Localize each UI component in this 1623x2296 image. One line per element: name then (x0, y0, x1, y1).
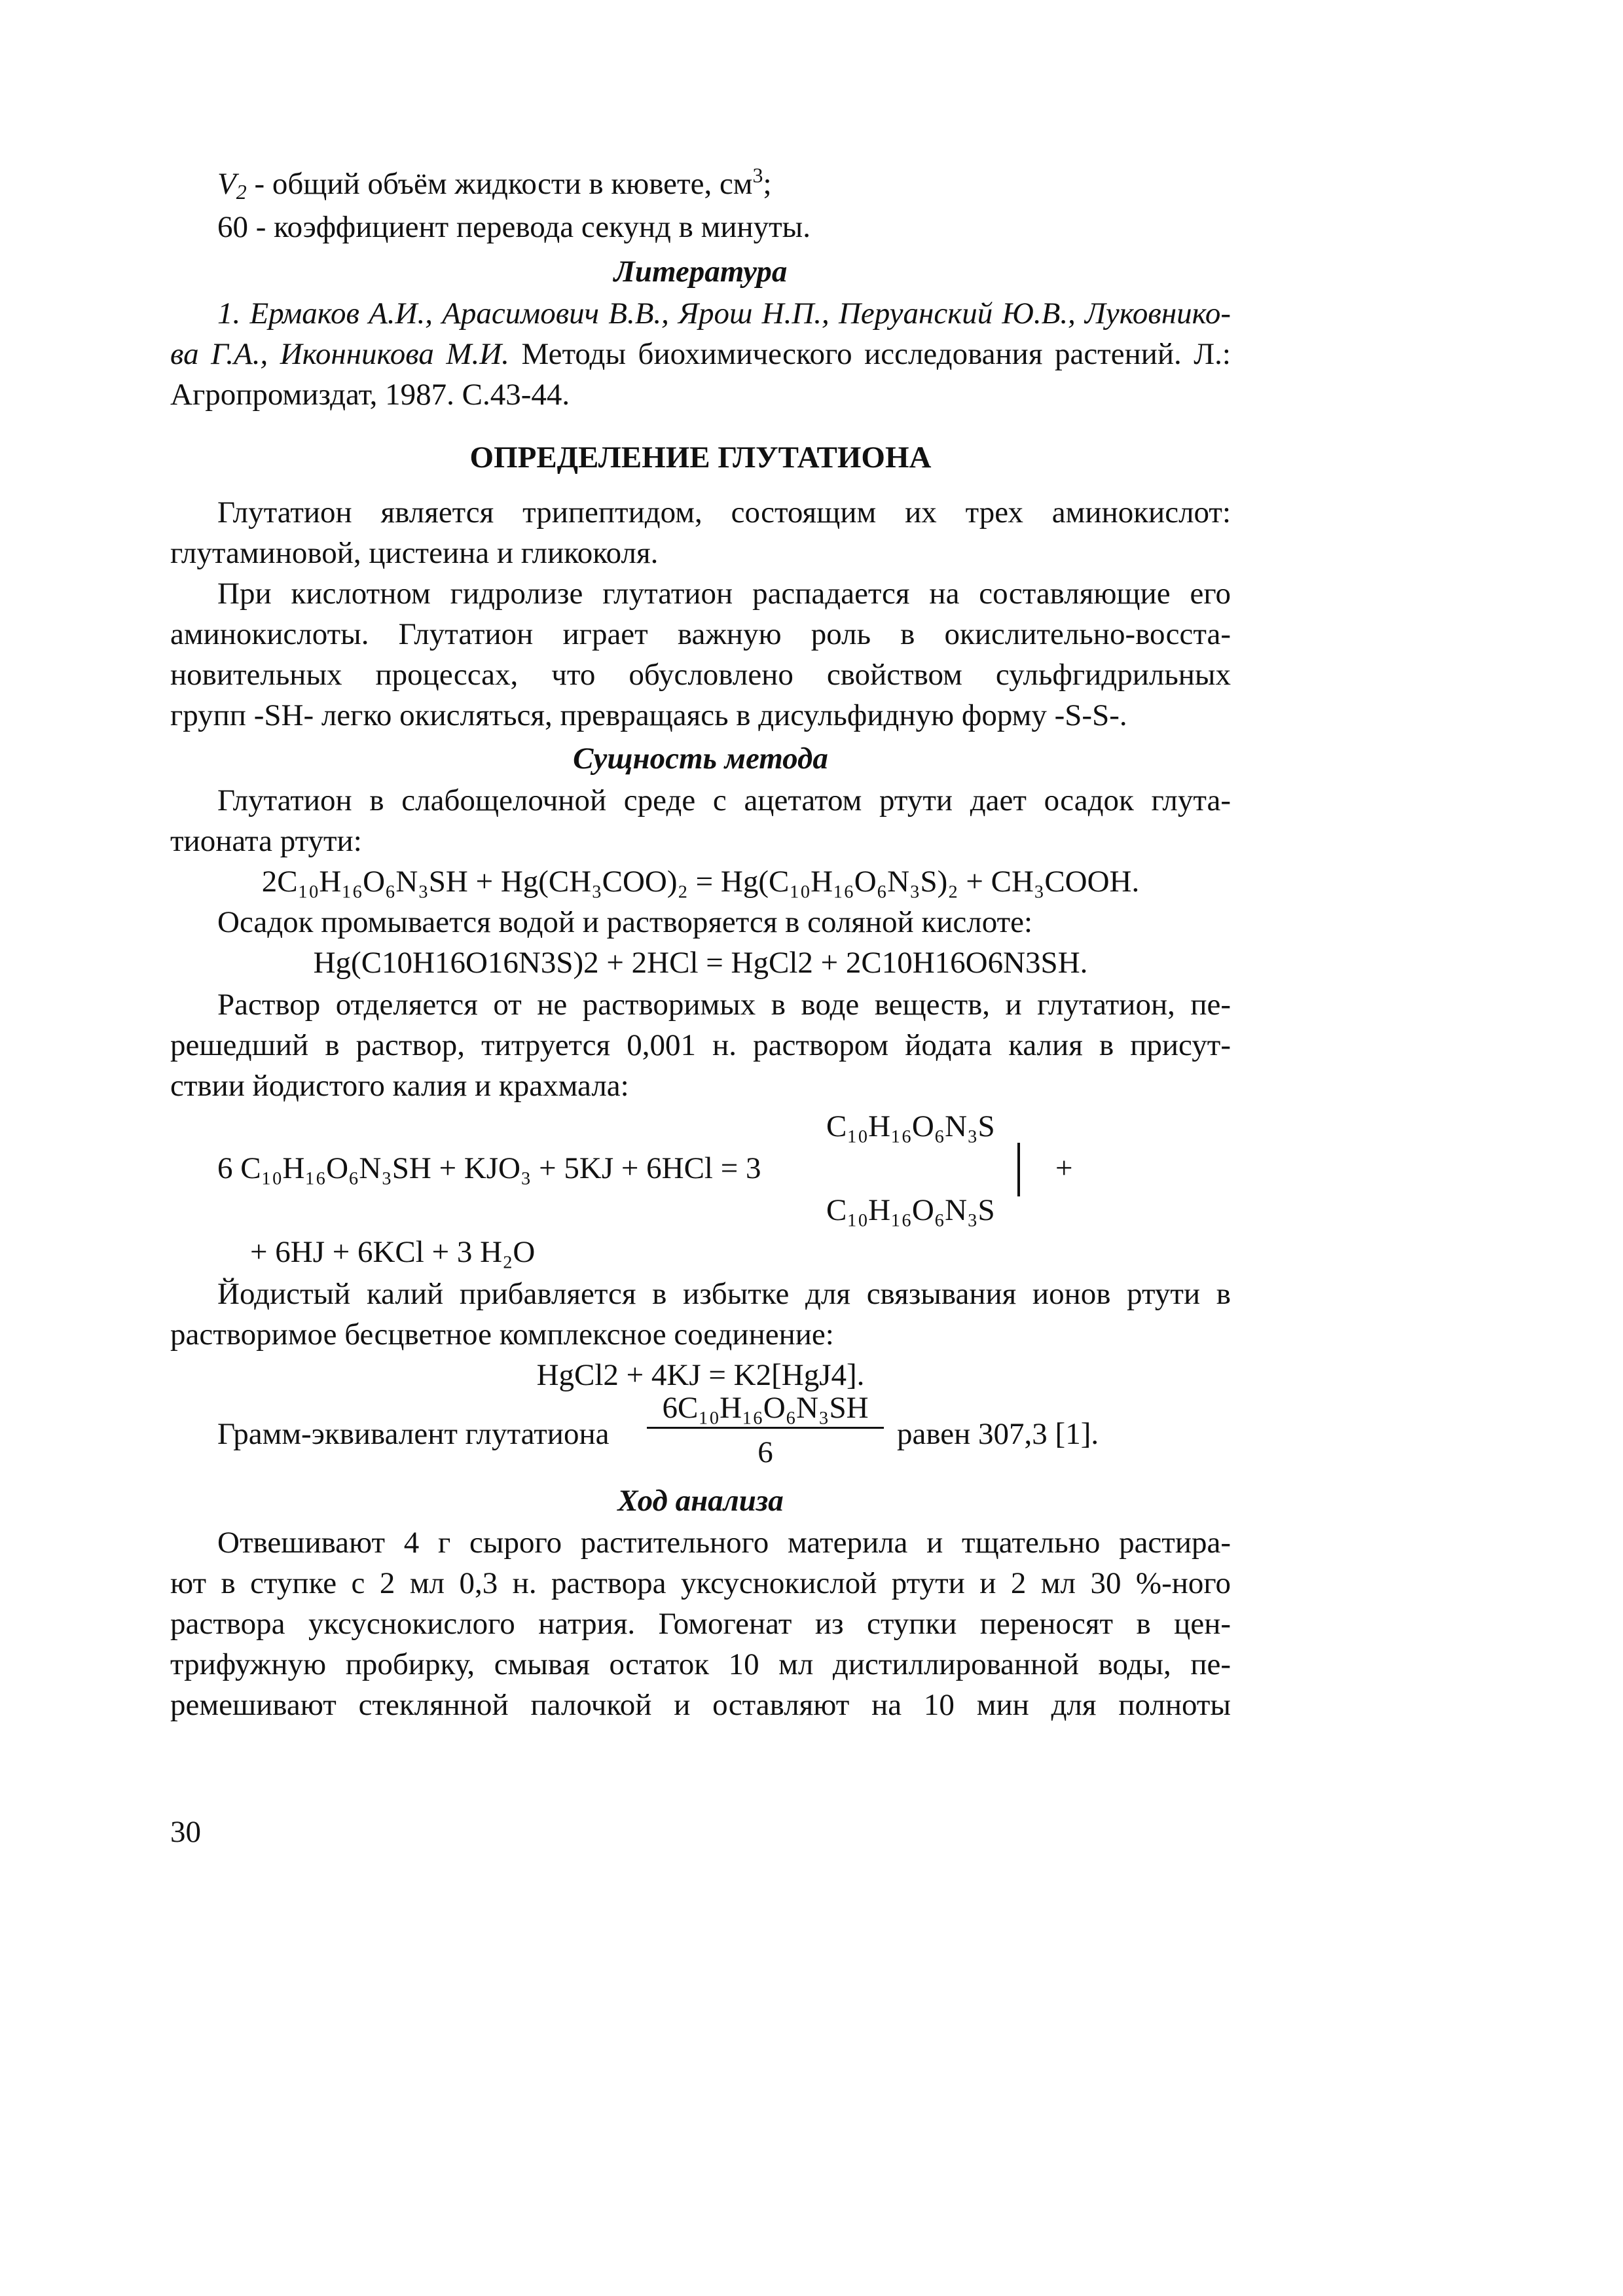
equation-3-main: 6 C₁₀H₁₆O₆N₃SH + KJO₃ + 5KJ + 6HCl = 3 (217, 1151, 761, 1185)
gram-equivalent-label: Грамм-эквивалент глутатиона (217, 1417, 610, 1451)
paragraph-line: Раствор отделяется от не растворимых в воде веществ, и глутатион, пе- (217, 988, 1231, 1022)
paragraph-line: Глутатион в слабощелочной среде с ацетатом ртути дает осадок глута- (217, 783, 1231, 817)
equation-1: 2C₁₀H₁₆O₆N₃SH + Hg(CH₃COO)₂ = Hg(C₁₀H₁₆O₆N₃S)₂ + CH₃COOH. (261, 865, 1140, 899)
fraction-bar (647, 1427, 884, 1429)
page-number: 30 (170, 1815, 201, 1849)
paragraph-line: ремешивают стеклянной палочкой и оставляют на 10 мин для полноты (170, 1688, 1231, 1722)
variable-v: V (217, 167, 236, 201)
reference-title: Методы биохимического исследования растений. Л.: (509, 337, 1231, 371)
equation-4: HgCl2 + 4KJ = K2[HgJ4]. (536, 1358, 865, 1392)
unit-superscript: 3 (752, 164, 763, 187)
paragraph-line: Осадок промывается водой и растворяется в соляной кислоте: (217, 905, 1033, 939)
paragraph-line: ют в ступке с 2 мл 0,3 н. раствора уксуснокислой ртути и 2 мл 30 %-ного (170, 1566, 1231, 1600)
fraction-numerator: 6C₁₀H₁₆O₆N₃SH (662, 1391, 869, 1425)
paragraph-line: аминокислоты. Глутатион играет важную роль в окислительно-восста- (170, 617, 1231, 651)
definition-60: 60 - коэффициент перевода секунд в минуты. (217, 210, 811, 244)
paragraph-line: растворимое бесцветное комплексное соединение: (170, 1318, 834, 1352)
equation-3-continuation: + 6HJ + 6KCl + 3 H₂O (250, 1235, 536, 1269)
paragraph-line: Йодистый калий прибавляется в избытке для связывания ионов ртути в (217, 1277, 1231, 1311)
definition-v2 (170, 164, 1231, 204)
reference-line-1: 1. Ермаков А.И., Арасимович В.В., Ярош Н.П., Перуанский Ю.В., Луковнико- (217, 296, 1231, 331)
equation-2: Hg(C10H16O16N3S)2 + 2HCl = HgCl2 + 2C10H16O6N3SH. (313, 946, 1088, 980)
paragraph-line: новительных процессах, что обусловлено свойством сульфгидрильных (170, 658, 1231, 692)
equation-3-plus: + (1055, 1151, 1073, 1185)
fraction-denominator: 6 (757, 1435, 773, 1469)
procedure-heading: Ход анализа (617, 1484, 784, 1518)
paragraph-line: тионата ртути: (170, 824, 362, 858)
section-title: ОПРЕДЕЛЕНИЕ ГЛУТАТИОНА (469, 440, 932, 475)
definition-v2-end: ; (763, 167, 772, 201)
reference-line-2 (170, 334, 1231, 374)
paragraph-line: Отвешивают 4 г сырого растительного материла и тщательно растира- (217, 1526, 1231, 1560)
reference-authors-end: ва Г.А., Иконникова М.И. (170, 337, 509, 371)
paragraph-line: Глутатион является трипептидом, состоящим их трех аминокислот: (217, 495, 1231, 529)
literature-heading: Литература (613, 255, 788, 289)
paragraph-line: трифужную пробирку, смывая остаток 10 мл дистиллированной воды, пе- (170, 1647, 1231, 1681)
reference-line-3: Агропромиздат, 1987. С.43-44. (170, 378, 570, 412)
gram-equivalent-value: равен 307,3 [1]. (897, 1417, 1099, 1451)
essence-heading: Сущность метода (573, 742, 828, 776)
paragraph-line: При кислотном гидролизе глутатион распадается на составляющие его (217, 577, 1231, 611)
paragraph-line: решедший в раствор, титруется 0,001 н. раствором йодата калия в присут- (170, 1028, 1231, 1062)
paragraph-line: групп -SH- легко окисляться, превращаясь в дисульфидную форму -S-S-. (170, 698, 1127, 732)
equation-3-bottom-fragment: C₁₀H₁₆O₆N₃S (826, 1193, 995, 1227)
definition-v2-text: - общий объём жидкости в кювете, см (246, 167, 753, 201)
equation-3-top-fragment: C₁₀H₁₆O₆N₃S (826, 1109, 995, 1143)
disulfide-bond-bar (1017, 1143, 1020, 1196)
variable-v-subscript: 2 (236, 180, 247, 204)
paragraph-line: ствии йодистого калия и крахмала: (170, 1069, 629, 1103)
paragraph-line: раствора уксуснокислого натрия. Гомогенат из ступки переносят в цен- (170, 1607, 1231, 1641)
paragraph-line: глутаминовой, цистеина и гликоколя. (170, 536, 659, 570)
